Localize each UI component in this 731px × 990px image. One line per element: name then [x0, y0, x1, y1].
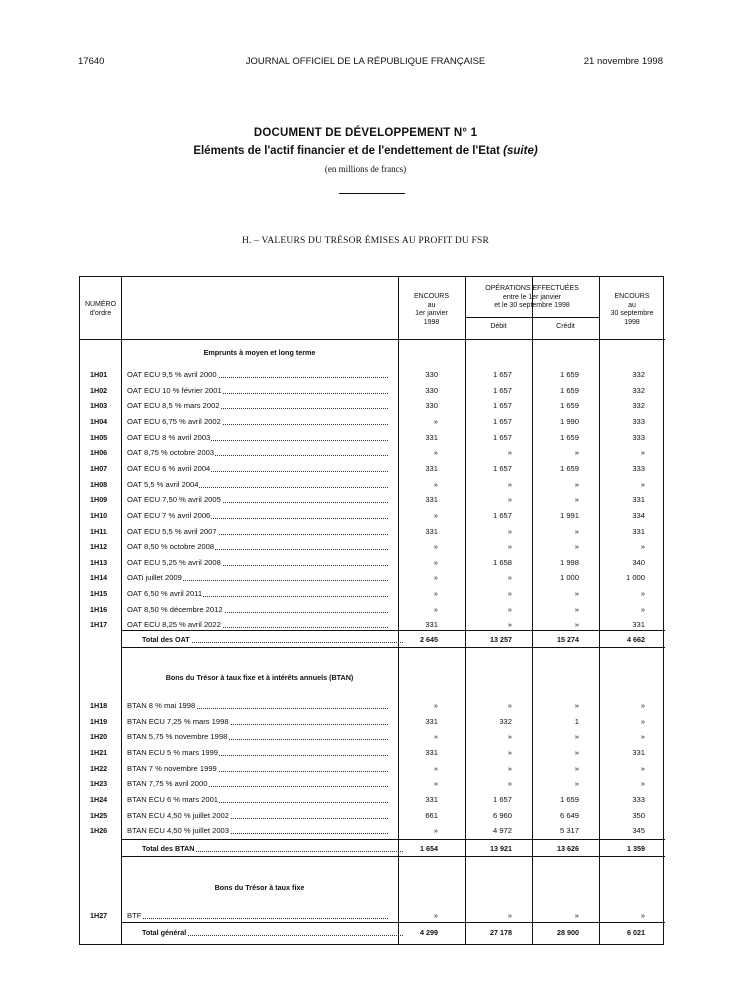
row-label — [127, 492, 394, 507]
cell-credit: 1 659 — [559, 463, 579, 473]
row-label — [127, 602, 394, 617]
row-label — [127, 461, 394, 476]
table-row — [80, 508, 665, 523]
row-label-text: BTAN ECU 4,50 % juillet 2003 — [127, 826, 229, 836]
row-label-text: Total des OAT — [142, 635, 190, 644]
header-numero-2: d'ordre — [89, 309, 112, 317]
table-row — [80, 908, 665, 923]
cell-encours-end: 331 — [632, 495, 645, 505]
table-row — [80, 729, 665, 744]
cell-encours-start: » — [433, 732, 438, 742]
table-row — [80, 461, 665, 476]
cell-credit: 15 274 — [557, 635, 579, 644]
cell-credit: » — [574, 911, 579, 920]
header-operations — [465, 285, 599, 311]
cell-encours-start: » — [433, 604, 438, 614]
header-encours-end-4: 1998 — [624, 318, 640, 326]
cell-debit: 1 657 — [492, 794, 512, 804]
document-subtitle — [0, 145, 731, 157]
row-label-text: BTAN 7 % novembre 1999 — [127, 763, 217, 773]
cell-debit: 332 — [499, 716, 512, 726]
cell-encours-start: 2 645 — [420, 635, 438, 644]
row-code: 1H14 — [90, 573, 108, 583]
row-label-text: BTAN ECU 7,25 % mars 1998 — [127, 716, 229, 726]
row-label — [127, 414, 394, 429]
cell-encours-start: » — [433, 416, 438, 426]
cell-credit: 28 900 — [557, 928, 579, 937]
header-numero-1: NUMÉRO — [84, 301, 117, 308]
row-code: 1H25 — [90, 810, 108, 820]
cell-encours-start: » — [433, 911, 438, 920]
row-label — [127, 477, 394, 492]
cell-credit: » — [574, 620, 579, 630]
cell-debit: » — [507, 911, 512, 920]
cell-encours-end: » — [640, 542, 645, 552]
cell-encours-end: 1 000 — [625, 573, 645, 583]
cell-credit: 1 659 — [559, 370, 579, 379]
cell-debit: » — [507, 589, 512, 599]
cell-encours-end: 332 — [632, 401, 645, 411]
total-rule — [121, 856, 665, 857]
cell-debit: » — [507, 732, 512, 742]
table-row — [80, 555, 665, 570]
group-heading-btf: Bons du Trésor à taux fixe — [214, 883, 305, 892]
cell-credit: 1 659 — [559, 794, 579, 804]
row-label-text: OAT 8,50 % décembre 2012 — [127, 604, 223, 614]
row-label-text: OAT 5,5 % avril 2004 — [127, 479, 199, 489]
row-code: 1H04 — [90, 416, 108, 426]
cell-encours-start: 331 — [425, 463, 438, 473]
row-label — [127, 539, 394, 554]
cell-debit: 1 657 — [492, 432, 512, 442]
total-row-oat — [80, 632, 665, 647]
row-label-text: OAT ECU 8,5 % mars 2002 — [127, 401, 220, 411]
cell-credit: 13 626 — [557, 844, 579, 853]
row-code: 1H24 — [90, 794, 108, 804]
cell-encours-end: » — [640, 911, 645, 920]
cell-encours-end: 331 — [632, 620, 645, 630]
row-label-text: BTAN 5,75 % novembre 1998 — [127, 732, 228, 742]
row-label-text: OAT 6,50 % avril 2011 — [127, 589, 203, 599]
cell-encours-start: » — [433, 557, 438, 567]
row-code: 1H12 — [90, 542, 108, 552]
cell-credit: 1 659 — [559, 432, 579, 442]
cell-credit: » — [574, 604, 579, 614]
row-code: 1H02 — [90, 385, 108, 395]
cell-encours-end: 1 359 — [627, 844, 645, 853]
row-label-text: OATi juillet 2009 — [127, 573, 182, 583]
row-code: 1H08 — [90, 479, 108, 489]
cell-encours-end: 345 — [632, 826, 645, 836]
row-label-text: BTAN 7,75 % avril 2000 — [127, 779, 208, 789]
cell-encours-end: » — [640, 479, 645, 489]
row-code: 1H11 — [90, 526, 107, 536]
header-encours-end-2: au — [628, 301, 636, 309]
cell-encours-start: » — [433, 701, 438, 710]
cell-encours-start: » — [433, 589, 438, 599]
cell-encours-end: 6 021 — [627, 928, 645, 937]
cell-credit: » — [574, 495, 579, 505]
table-row — [80, 617, 665, 632]
row-code: 1H21 — [90, 747, 108, 757]
row-code: 1H20 — [90, 732, 108, 742]
row-code: 1H18 — [90, 701, 108, 710]
cell-debit: » — [507, 763, 512, 773]
cell-encours-end: 340 — [632, 557, 645, 567]
row-label-text: BTAN 8 % mai 1998 — [127, 701, 196, 710]
cell-encours-end: » — [640, 589, 645, 599]
cell-credit: » — [574, 732, 579, 742]
cell-credit: 5 317 — [559, 826, 579, 836]
table-row — [80, 698, 665, 713]
row-label — [142, 925, 409, 940]
cell-encours-end: » — [640, 701, 645, 710]
cell-encours-end: » — [640, 716, 645, 726]
table-row — [80, 776, 665, 791]
row-label — [127, 698, 394, 713]
cell-credit: 1 659 — [559, 385, 579, 395]
cell-encours-end: 333 — [632, 432, 645, 442]
cell-debit: 13 257 — [490, 635, 512, 644]
row-label-text: OAT ECU 8,25 % avril 2022 — [127, 620, 221, 630]
cell-encours-start: 330 — [425, 401, 438, 411]
row-label-text: OAT ECU 10 % février 2001 — [127, 385, 222, 395]
row-label — [127, 792, 394, 807]
cell-encours-end: 331 — [632, 526, 645, 536]
table-row — [80, 398, 665, 413]
table-row — [80, 570, 665, 585]
header-encours-end — [599, 293, 665, 327]
table-row — [80, 477, 665, 492]
total-rule — [121, 839, 665, 840]
page-number: 17640 — [78, 56, 105, 67]
row-code: 1H06 — [90, 448, 108, 458]
section-title: H. – VALEURS DU TRÉSOR ÉMISES AU PROFIT DU FSR — [241, 236, 490, 246]
row-code: 1H15 — [90, 589, 108, 599]
row-label — [127, 555, 394, 570]
leader-dots — [127, 918, 388, 919]
publication-date: 21 novembre 1998 — [583, 56, 663, 67]
cell-debit: 1 657 — [492, 370, 512, 379]
header-operations-2: entre le 1er janvier — [503, 293, 561, 301]
header-encours-start-4: 1998 — [423, 318, 440, 326]
row-code: 1H10 — [90, 510, 108, 520]
row-label-text: BTAN ECU 6 % mars 2001 — [127, 794, 219, 804]
row-label-text: Total des BTAN — [142, 844, 195, 853]
cell-debit: » — [507, 701, 512, 710]
header-encours-start-2: au — [427, 301, 436, 309]
cell-encours-start: 330 — [425, 385, 438, 395]
cell-debit: 1 657 — [492, 463, 512, 473]
cell-encours-end: » — [640, 779, 645, 789]
row-code: 1H03 — [90, 401, 108, 411]
row-label-text: OAT ECU 5,25 % avril 2008 — [127, 557, 221, 567]
row-label-text: OAT ECU 6 % avril 2004 — [127, 463, 211, 473]
cell-encours-end: » — [640, 732, 645, 742]
table-row — [80, 586, 665, 601]
row-label — [127, 808, 394, 823]
cell-encours-start: » — [433, 779, 438, 789]
row-label — [127, 508, 394, 523]
cell-encours-end: » — [640, 763, 645, 773]
row-label — [127, 745, 394, 760]
cell-encours-start: 1 654 — [420, 844, 438, 853]
table-row — [80, 524, 665, 539]
row-code: 1H07 — [90, 463, 108, 473]
total-rule — [121, 647, 665, 648]
cell-encours-start: » — [433, 826, 438, 836]
cell-encours-end: 331 — [632, 747, 645, 757]
cell-encours-end: » — [640, 448, 645, 458]
row-label — [127, 383, 394, 398]
header-operations-1: OPÉRATIONS EFFECTUÉES — [485, 285, 579, 292]
header-operations-3: et le 30 septembre 1998 — [494, 302, 570, 309]
cell-debit: » — [507, 604, 512, 614]
table-row — [80, 602, 665, 617]
cell-credit: » — [574, 779, 579, 789]
row-label — [127, 776, 394, 791]
cell-encours-start: » — [433, 510, 438, 520]
cell-debit: » — [507, 573, 512, 583]
cell-encours-end: 332 — [632, 385, 645, 395]
table-row — [80, 430, 665, 445]
header-rule — [80, 339, 665, 340]
cell-debit: 13 921 — [490, 844, 512, 853]
row-code: 1H05 — [90, 432, 108, 442]
cell-encours-end: 333 — [632, 794, 645, 804]
title-rule — [339, 193, 405, 194]
cell-debit: » — [507, 620, 512, 630]
row-code: 1H09 — [90, 495, 108, 505]
cell-credit: » — [574, 448, 579, 458]
group-heading-btan: Bons du Trésor à taux fixe et à intérêts annuels (BTAN) — [165, 673, 354, 682]
cell-credit: 1 659 — [559, 401, 579, 411]
table-row — [80, 761, 665, 776]
cell-encours-start: 331 — [425, 526, 438, 536]
cell-encours-end: 4 662 — [627, 635, 645, 644]
header-encours-start — [398, 293, 465, 327]
document-subtitle-text: Eléments de l'actif financier et de l'endettement de l'Etat — [193, 145, 500, 157]
row-label-text: BTAN ECU 4,50 % juillet 2002 — [127, 810, 229, 820]
cell-encours-start: » — [433, 573, 438, 583]
cell-encours-start: » — [433, 763, 438, 773]
cell-credit: 1 — [574, 716, 579, 726]
table-row — [80, 714, 665, 729]
cell-encours-end: 334 — [632, 510, 645, 520]
cell-debit: 4 972 — [492, 826, 512, 836]
cell-encours-start: 4 299 — [420, 928, 438, 937]
cell-debit: 27 178 — [490, 928, 512, 937]
cell-debit: 6 960 — [492, 810, 512, 820]
table-row — [80, 383, 665, 398]
cell-encours-end: 332 — [632, 370, 645, 379]
cell-credit: » — [574, 542, 579, 552]
table-row — [80, 808, 665, 823]
cell-credit: » — [574, 589, 579, 599]
table-row — [80, 492, 665, 507]
cell-encours-start: » — [433, 479, 438, 489]
cell-credit: » — [574, 763, 579, 773]
row-code: 1H16 — [90, 604, 108, 614]
header-encours-end-3: 30 septembre — [610, 310, 654, 317]
table-row — [80, 792, 665, 807]
cell-encours-start: 331 — [425, 620, 438, 630]
cell-encours-start: 330 — [425, 370, 438, 379]
cell-encours-start: 331 — [425, 794, 438, 804]
row-label-text: OAT ECU 6,75 % avril 2002 — [127, 416, 221, 426]
row-label — [142, 841, 409, 856]
row-label-text: OAT ECU 7,50 % avril 2005 — [127, 495, 221, 505]
cell-debit: » — [507, 448, 512, 458]
operations-rule — [465, 317, 599, 318]
document-subtitle-suffix: (suite) — [503, 145, 538, 157]
row-code: 1H22 — [90, 763, 108, 773]
row-label — [127, 761, 394, 776]
cell-credit: 1 998 — [559, 557, 579, 567]
group-heading-oat: Emprunts à moyen et long terme — [203, 348, 316, 357]
row-label-text: OAT ECU 7 % avril 2006 — [127, 510, 211, 520]
header-encours-start-1: ENCOURS — [413, 293, 449, 300]
row-label-text: OAT ECU 9,5 % avril 2000 — [127, 370, 217, 379]
row-label — [127, 908, 394, 923]
cell-debit: 1 658 — [492, 557, 512, 567]
cell-debit: 1 657 — [492, 385, 512, 395]
row-label-text: BTF — [127, 911, 142, 920]
row-label — [127, 445, 394, 460]
cell-debit: » — [507, 526, 512, 536]
table-row — [80, 823, 665, 838]
cell-credit: » — [574, 701, 579, 710]
total-row-btan — [80, 841, 665, 856]
cell-debit: » — [507, 542, 512, 552]
row-label — [127, 430, 394, 445]
cell-encours-end: 350 — [632, 810, 645, 820]
row-code: 1H17 — [90, 620, 108, 630]
row-label-text: OAT ECU 8 % avril 2003 — [127, 432, 211, 442]
cell-encours-start: 331 — [425, 432, 438, 442]
row-label-text: OAT ECU 5,5 % avril 2007 — [127, 526, 217, 536]
header-encours-start-3: 1er janvier — [415, 310, 448, 317]
row-label — [127, 617, 394, 632]
cell-encours-start: 331 — [425, 747, 438, 757]
header-encours-end-1: ENCOURS — [614, 293, 650, 300]
cell-encours-end: » — [640, 604, 645, 614]
cell-debit: » — [507, 747, 512, 757]
cell-debit: 1 657 — [492, 416, 512, 426]
row-code: 1H19 — [90, 716, 108, 726]
cell-debit: » — [507, 495, 512, 505]
unit-note: (en millions de francs) — [324, 164, 407, 174]
cell-encours-start: 331 — [425, 716, 438, 726]
row-label-text: Total général — [142, 928, 187, 937]
cell-encours-end: 333 — [632, 416, 645, 426]
cell-credit: 1 991 — [559, 510, 579, 520]
cell-encours-end: 333 — [632, 463, 645, 473]
row-label — [127, 570, 394, 585]
cell-encours-start: » — [433, 448, 438, 458]
row-code: 1H27 — [90, 911, 108, 920]
fsr-table — [79, 276, 664, 945]
header-numero — [80, 301, 121, 318]
cell-credit: » — [574, 526, 579, 536]
row-label-text: OAT 8,50 % octobre 2008 — [127, 542, 215, 552]
row-label — [127, 823, 394, 838]
cell-credit: » — [574, 479, 579, 489]
header-credit: Crédit — [556, 323, 575, 330]
cell-credit: » — [574, 747, 579, 757]
table-row — [80, 745, 665, 760]
cell-debit: » — [507, 479, 512, 489]
cell-encours-start: » — [433, 542, 438, 552]
table-row — [80, 445, 665, 460]
table-row — [80, 539, 665, 554]
row-label — [127, 714, 394, 729]
cell-credit: 1 990 — [559, 416, 579, 426]
cell-credit: 6 649 — [559, 810, 579, 820]
row-label — [127, 586, 394, 601]
document-title: DOCUMENT DE DÉVELOPPEMENT N° 1 — [253, 127, 478, 139]
row-label-text: OAT 8,75 % octobre 2003 — [127, 448, 215, 458]
row-code: 1H23 — [90, 779, 108, 789]
journal-title: JOURNAL OFFICIEL DE LA RÉPUBLIQUE FRANÇAISE — [245, 56, 486, 67]
cell-debit: 1 657 — [492, 510, 512, 520]
cell-credit: 1 000 — [559, 573, 579, 583]
row-label-text: BTAN ECU 5 % mars 1999 — [127, 747, 219, 757]
total-row-general — [80, 925, 665, 940]
row-code: 1H01 — [90, 370, 108, 379]
header-debit: Débit — [490, 323, 507, 330]
row-code: 1H13 — [90, 557, 108, 567]
row-label — [127, 367, 394, 382]
row-code: 1H26 — [90, 826, 108, 836]
cell-encours-start: 331 — [425, 495, 438, 505]
cell-debit: » — [507, 779, 512, 789]
cell-debit: 1 657 — [492, 401, 512, 411]
cell-encours-start: 661 — [425, 810, 438, 820]
table-row — [80, 367, 665, 382]
row-label — [127, 398, 394, 413]
table-row — [80, 414, 665, 429]
row-label — [142, 632, 409, 647]
row-label — [127, 729, 394, 744]
row-label — [127, 524, 394, 539]
